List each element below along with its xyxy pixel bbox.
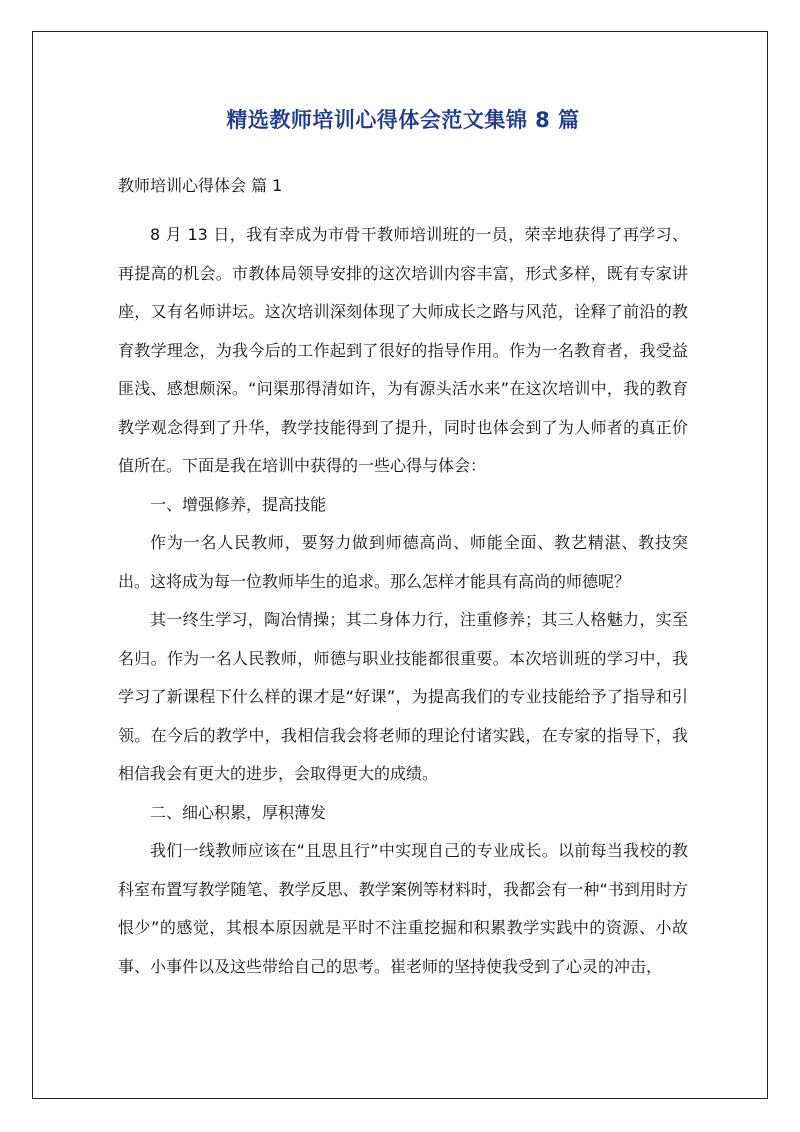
document-title: 精选教师培训心得体会范文集锦 8 篇	[226, 108, 580, 132]
paragraph: 8 月 13 日，我有幸成为市骨干教师培训班的一员，荣幸地获得了再学习、再提高的机会。市教体局领导安排的这次培训内容丰富，形式多样，既有专家讲座，又有名师讲坛。这次培训深刻体现了大师成长之路与风范，诠释了前沿的教育教学理念，为我今后的工作起到了很好的指导作用。作为一名教育者，我受益匪浅、感想颇深。“问渠那得清如许，为有源头活水来”在这次培训中，我的教育教学观念得到了升华，教学技能得到了提升，同时也体会到了为人师者的真正价值所在。下面是我在培训中获得的一些心得与体会：	[118, 225, 688, 475]
section-heading: 教师培训心得体会 篇 1	[118, 176, 283, 195]
section-subtitle: 二、细心积累，厚积薄发	[150, 802, 327, 822]
paragraph: 其一终生学习，陶冶情操；其二身体力行，注重修养；其三人格魅力，实至名归。作为一名人民教师，师德与职业技能都很重要。本次培训班的学习中，我学习了新课程下什么样的课才是“好课”，为提高我们的专业技能给予了指导和引领。在今后的教学中，我相信我会将老师的理论付诸实践，在专家的指导下，我相信我会有更大的进步，会取得更大的成绩。	[118, 610, 688, 783]
section-subtitle: 一、增强修养，提高技能	[150, 494, 327, 514]
paragraph: 作为一名人民教师，要努力做到师德高尚、师能全面、教艺精湛、教技突出。这将成为每一位教师毕生的追求。那么怎样才能具有高尚的师德呢？	[118, 533, 688, 591]
document-content	[118, 100, 688, 986]
paragraph: 我们一线教师应该在“且思且行”中实现自己的专业成长。以前每当我校的教科室布置写教学随笔、教学反思、教学案例等材料时，我都会有一种“书到用时方恨少”的感觉，其根本原因就是平时不注重挖掘和积累教学实践中的资源、小故事、小事件以及这些带给自己的思考。崔老师的坚持使我受到了心灵的冲击，	[118, 841, 688, 976]
document-body	[118, 216, 688, 986]
